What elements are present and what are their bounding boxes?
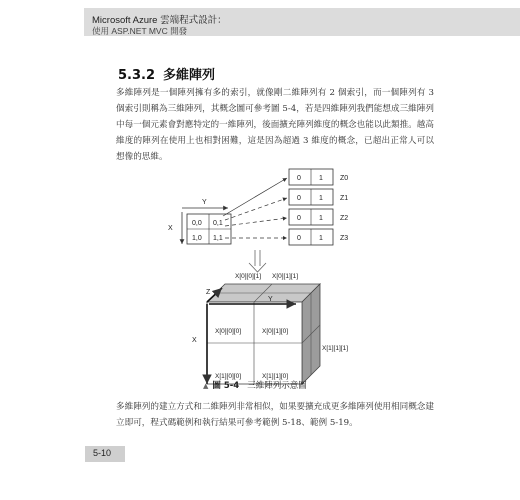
grid-cell: 1,0 <box>192 235 202 242</box>
book-title: Microsoft Azure 雲端程式設計： <box>92 15 227 26</box>
cube-front-cell: X[1][0][0] <box>215 373 242 380</box>
section-title: 多維陣列 <box>163 68 216 83</box>
cube-y-label: Y <box>268 296 273 303</box>
cube-front-cell: X[1][1][0] <box>262 373 289 380</box>
array-cell: 1 <box>319 195 323 202</box>
array-cell: 1 <box>319 235 323 242</box>
array-cell: 0 <box>297 175 301 182</box>
array-label: Z1 <box>340 195 349 202</box>
array-label: Z0 <box>340 175 349 182</box>
figure-number: 圖 5-4 <box>212 381 240 391</box>
cube-side-label: X[1][1][1] <box>322 345 349 352</box>
array-z1 <box>289 189 348 205</box>
grid-cell: 1,1 <box>213 235 223 242</box>
double-down-arrow-icon <box>249 250 266 272</box>
array-z3 <box>289 229 348 245</box>
connector-lines <box>223 178 287 238</box>
page-number: 5-10 <box>93 448 112 458</box>
array-cell: 0 <box>297 215 301 222</box>
cube-z-label: Z <box>206 289 211 296</box>
book-subtitle: 使用 ASP.NET MVC 開發 <box>92 26 188 36</box>
cube-top-label: X[0][1][1] <box>272 273 299 280</box>
cube-front-cell: X[0][0][0] <box>215 328 242 335</box>
array-cell: 0 <box>297 235 301 242</box>
array-label: Z3 <box>340 235 349 242</box>
array-cell: 1 <box>319 215 323 222</box>
grid-cell: 0,0 <box>192 220 202 227</box>
figure-caption-text: 三維陣列示意圖 <box>247 381 307 391</box>
intro-paragraph: 多維陣列是一個陣列擁有多的索引，就像剛二維陣列有 2 個索引，而一個陣列有 3 個索引則稱為三維陣列，其概念圖可參考圖 5-4，若是四維陣列我們能想成三維陣列中每一個元素會對應特定的一維陣列，後面擴充陣列維度的概念也能以此類推。越高維度的陣列在使用上也相對困難，這是因為超過 3 維度的概念，已超出正常人可以想像的思維。 <box>116 88 434 162</box>
cube-top-label: X[0][0][1] <box>235 273 262 280</box>
grid-2d <box>168 199 231 244</box>
grid-y-label: Y <box>202 199 207 206</box>
array-cell: 1 <box>319 175 323 182</box>
array-label: Z2 <box>340 215 349 222</box>
followup-paragraph: 多維陣列的建立方式和二維陣列非常相似，如果要擴充成更多維陣列使用相同概念建立即可，程式碼範例和執行結果可參考範例 5-18、範例 5-19。 <box>116 402 434 428</box>
figure-caption <box>203 379 307 391</box>
cube-x-label: X <box>192 337 197 344</box>
array-z0 <box>289 169 348 185</box>
cube-3d <box>192 273 348 384</box>
triangle-icon: ▲ <box>203 382 209 390</box>
array-z2 <box>289 209 348 225</box>
cube-front-cell: X[0][1][0] <box>262 328 289 335</box>
array-cell: 0 <box>297 195 301 202</box>
section-number: 5.3.2 <box>118 68 156 83</box>
grid-x-label: X <box>168 225 173 232</box>
grid-cell: 0,1 <box>213 220 223 227</box>
